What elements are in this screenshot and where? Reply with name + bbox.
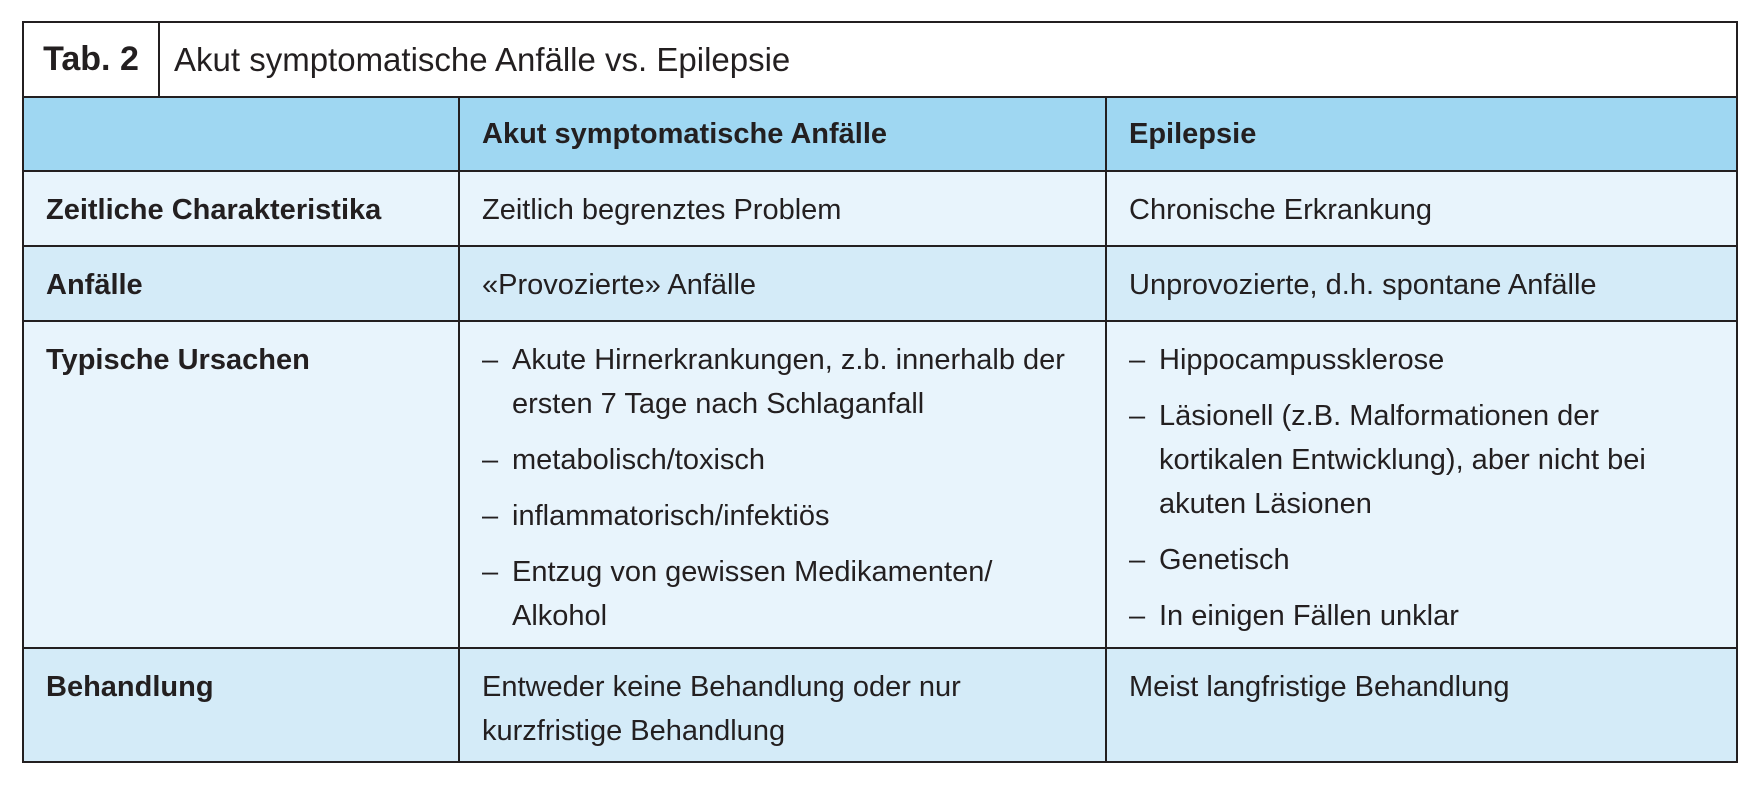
list-item: – In einigen Fällen unklar [1129,594,1714,638]
table-row [24,247,1736,322]
header-empty [24,98,460,170]
table-row [24,322,1736,649]
table-title: Akut symptomatische Anfälle vs. Epilepsie [174,40,791,78]
list-item: – metabolisch/toxisch [482,438,1083,482]
list-item: – inflammatorisch/infektiös [482,494,1083,538]
header-acute: Akut symptomatische Anfälle [460,98,1107,170]
list-item: – Hippocampussklerose [1129,338,1714,382]
epilepsy-causes-cell [1107,322,1736,647]
table-number: Tab. 2 [24,23,160,96]
table-row [24,649,1736,761]
epilepsy-causes-list [1129,338,1714,638]
header-row [24,98,1736,172]
acute-causes-cell [460,322,1107,647]
header-epilepsy: Epilepsie [1129,118,1257,150]
row-label: Typische Ursachen [24,322,460,647]
row-label: Zeitliche Charakteristika [24,172,460,245]
acute-causes-list [482,338,1083,638]
table-row [24,172,1736,247]
list-item: – Entzug von gewissen Medikamenten/ Alkohol [482,550,1083,638]
list-item: – Genetisch [1129,538,1714,582]
epilepsy-cell: Chronische Erkrankung [1129,194,1433,226]
row-label: Anfälle [24,247,460,320]
epilepsy-cell: Unprovozierte, d.h. spontane Anfälle [1129,269,1597,301]
comparison-table [22,21,1738,763]
epilepsy-cell: Meist langfristige Behandlung [1129,671,1510,703]
table-caption [24,23,1736,98]
row-label: Behandlung [24,649,460,761]
list-item: – Akute Hirnerkrankungen, z.b. innerhalb der ersten 7 Tage nach Schlaganfall [482,338,1083,426]
list-item: – Läsionell (z.B. Malformationen der kortikalen Entwicklung), aber nicht bei akuten Läsionen [1129,394,1714,526]
acute-cell: «Provozierte» Anfälle [460,247,1107,320]
acute-cell: Zeitlich begrenztes Problem [460,172,1107,245]
acute-cell: Entweder keine Behandlung oder nur kurzfristige Behandlung [460,649,1107,761]
